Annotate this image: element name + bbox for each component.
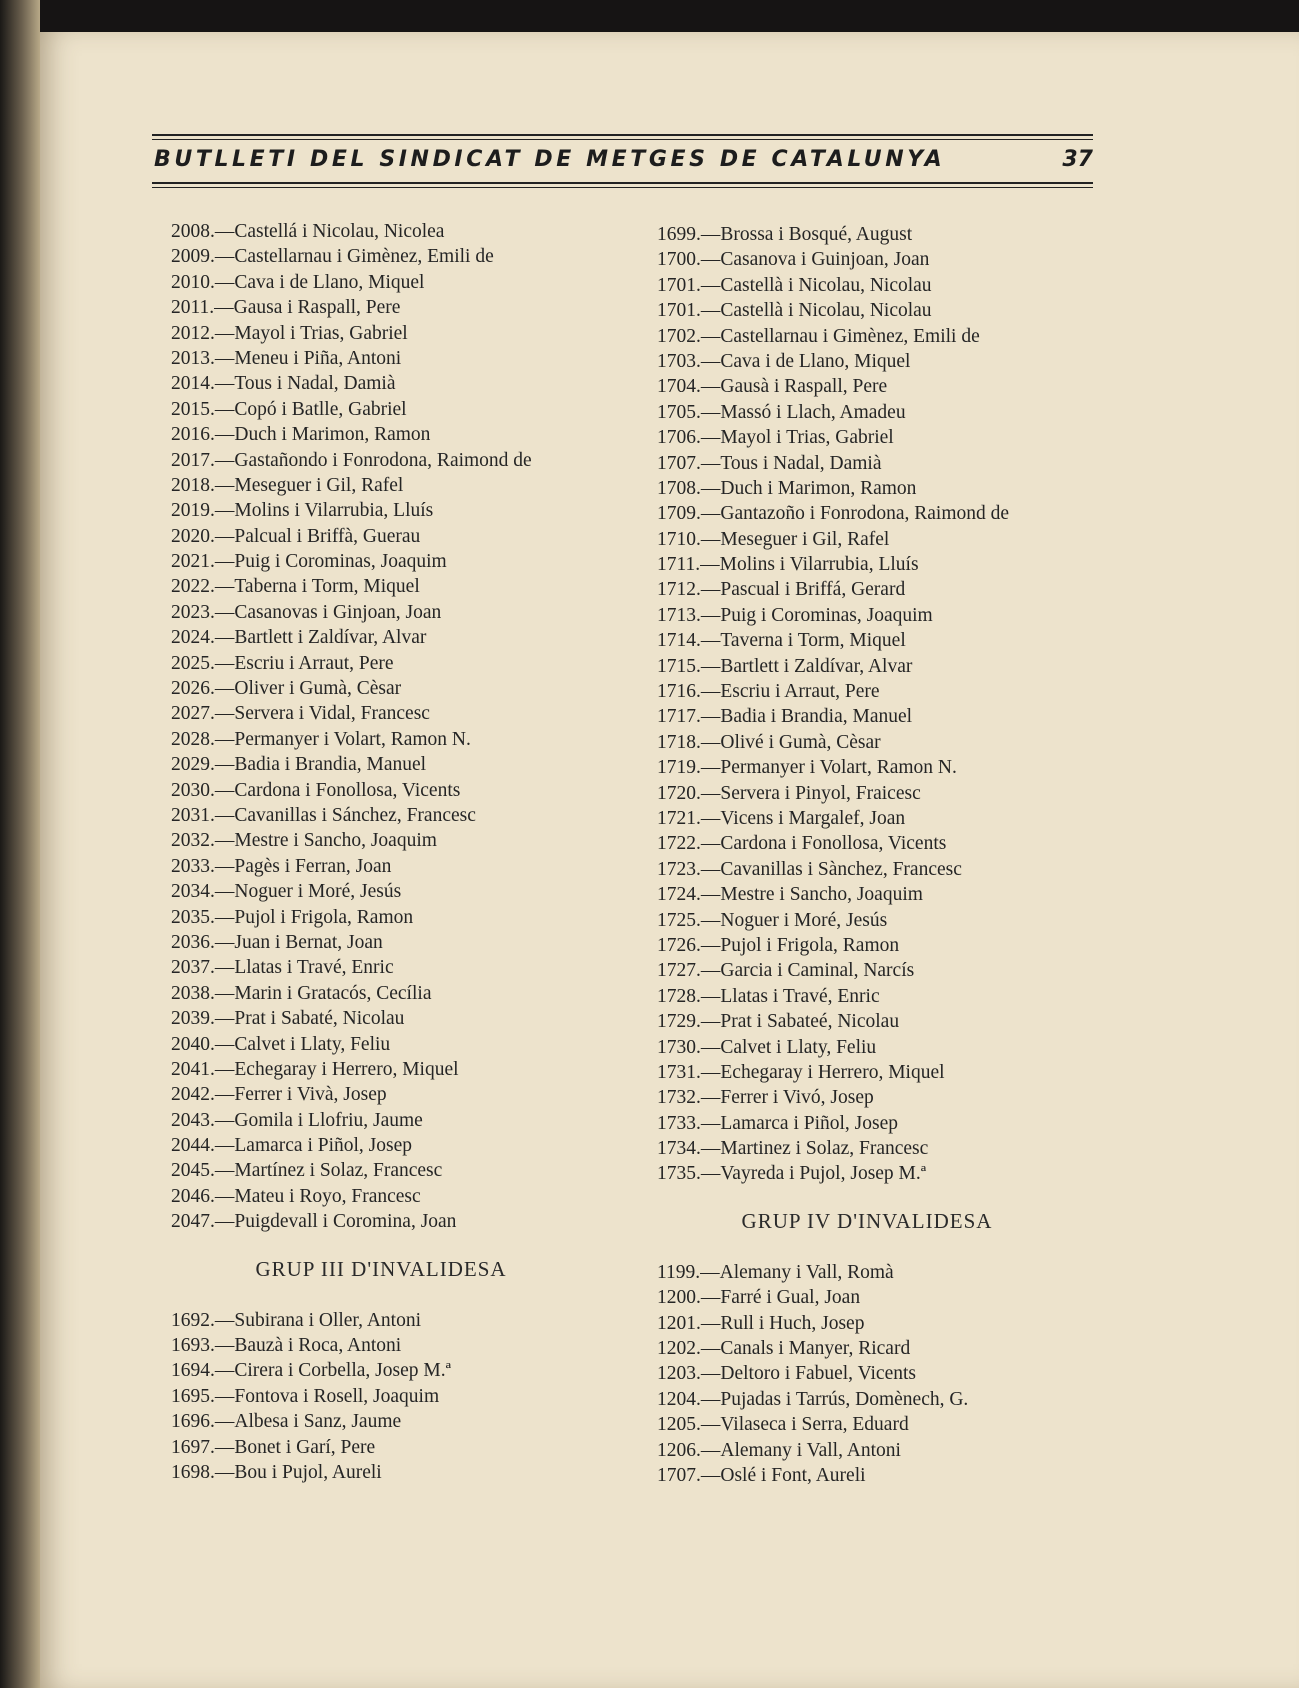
list-item: 1703.—Cava i de Llano, Miquel bbox=[657, 350, 911, 372]
list-item: 1726.—Pujol i Frigola, Ramon bbox=[657, 934, 900, 956]
list-item: 1734.—Martinez i Solaz, Francesc bbox=[657, 1138, 929, 1160]
list-item: 2035.—Pujol i Frigola, Ramon bbox=[171, 906, 414, 928]
list-item: 1206.—Alemany i Vall, Antoni bbox=[657, 1439, 901, 1461]
list-item: 1728.—Llatas i Travé, Enric bbox=[657, 985, 880, 1007]
list-item: 1731.—Echegaray i Herrero, Miquel bbox=[657, 1061, 945, 1083]
list-item: 1719.—Permanyer i Volart, Ramon N. bbox=[657, 757, 957, 779]
list-item: 1723.—Cavanillas i Sànchez, Francesc bbox=[657, 858, 962, 880]
list-item: 1727.—Garcia i Caminal, Narcís bbox=[657, 960, 915, 982]
page-binding-edge bbox=[0, 0, 40, 1688]
list-item: 1718.—Olivé i Gumà, Cèsar bbox=[657, 731, 881, 753]
list-item: 2016.—Duch i Marimon, Ramon bbox=[171, 424, 431, 446]
list-item: 1702.—Castellarnau i Gimènez, Emili de bbox=[657, 325, 980, 347]
list-item: 2030.—Cardona i Fonollosa, Vicents bbox=[171, 779, 461, 801]
list-item: 1735.—Vayreda i Pujol, Josep M.ª bbox=[657, 1163, 927, 1185]
list-item: 1714.—Taverna i Torm, Miquel bbox=[657, 630, 906, 652]
left-column bbox=[171, 219, 631, 1485]
right-column bbox=[657, 222, 1117, 1488]
list-item: 2027.—Servera i Vidal, Francesc bbox=[171, 703, 430, 725]
page-header bbox=[152, 134, 1093, 194]
list-item: 1722.—Cardona i Fonollosa, Vicents bbox=[657, 833, 947, 855]
list-item: 2036.—Juan i Bernat, Joan bbox=[171, 931, 383, 953]
right-entries-top bbox=[657, 222, 1117, 1187]
right-entries-bottom bbox=[657, 1260, 1117, 1489]
list-item: 2017.—Gastañondo i Fonrodona, Raimond de bbox=[171, 449, 532, 471]
list-item: 2046.—Mateu i Royo, Francesc bbox=[171, 1185, 421, 1207]
list-item: 2024.—Bartlett i Zaldívar, Alvar bbox=[171, 627, 427, 649]
list-item: 1701.—Castellà i Nicolau, Nicolau bbox=[657, 274, 932, 296]
list-item: 2044.—Lamarca i Piñol, Josep bbox=[171, 1135, 412, 1157]
list-item: 2011.—Gausa i Raspall, Pere bbox=[171, 297, 401, 319]
list-item: 1712.—Pascual i Briffá, Gerard bbox=[657, 579, 906, 601]
list-item: 1201.—Rull i Huch, Josep bbox=[657, 1312, 865, 1334]
list-item: 1693.—Bauzà i Roca, Antoni bbox=[171, 1335, 402, 1357]
list-item: 1708.—Duch i Marimon, Ramon bbox=[657, 477, 917, 499]
list-item: 1730.—Calvet i Llaty, Feliu bbox=[657, 1036, 877, 1058]
list-item: 2037.—Llatas i Travé, Enric bbox=[171, 957, 394, 979]
list-item: 1729.—Prat i Sabateé, Nicolau bbox=[657, 1011, 900, 1033]
list-item: 1707.—Oslé i Font, Aureli bbox=[657, 1464, 866, 1486]
list-item: 1205.—Vilaseca i Serra, Eduard bbox=[657, 1414, 909, 1436]
list-item: 1204.—Pujadas i Tarrús, Domènech, G. bbox=[657, 1388, 969, 1410]
list-item: 2019.—Molins i Vilarrubia, Lluís bbox=[171, 500, 434, 522]
list-item: 1715.—Bartlett i Zaldívar, Alvar bbox=[657, 655, 913, 677]
list-item: 2013.—Meneu i Piña, Antoni bbox=[171, 347, 402, 369]
section-title-grup-iv: GRUP IV D'INVALIDESA bbox=[741, 1208, 993, 1233]
list-item: 2008.—Castellá i Nicolau, Nicolea bbox=[171, 221, 445, 242]
header-rule-top bbox=[152, 134, 1093, 136]
list-item: 1716.—Escriu i Arraut, Pere bbox=[657, 681, 880, 703]
page-number: 37 bbox=[1062, 147, 1093, 172]
list-item: 2042.—Ferrer i Vivà, Josep bbox=[171, 1084, 387, 1106]
list-item: 2047.—Puigdevall i Coromina, Joan bbox=[171, 1211, 457, 1233]
list-item: 1696.—Albesa i Sanz, Jaume bbox=[171, 1411, 402, 1433]
header-rule-bottom bbox=[152, 182, 1093, 184]
list-item: 1692.—Subirana i Oller, Antoni bbox=[171, 1309, 421, 1331]
list-item: 1697.—Bonet i Garí, Pere bbox=[171, 1436, 376, 1458]
journal-title: BUTLLETI DEL SINDICAT DE METGES DE CATALUNYA bbox=[154, 147, 946, 172]
list-item: 1721.—Vicens i Margalef, Joan bbox=[657, 807, 906, 829]
list-item: 1733.—Lamarca i Piñol, Josep bbox=[657, 1112, 898, 1134]
list-item: 2026.—Oliver i Gumà, Cèsar bbox=[171, 678, 402, 700]
list-item: 2012.—Mayol i Trias, Gabriel bbox=[171, 322, 408, 344]
list-item: 1710.—Meseguer i Gil, Rafel bbox=[657, 528, 890, 550]
list-item: 1699.—Brossa i Bosqué, August bbox=[657, 224, 913, 245]
list-item: 1720.—Servera i Pinyol, Fraicesc bbox=[657, 782, 921, 804]
list-item: 2009.—Castellarnau i Gimènez, Emili de bbox=[171, 246, 494, 268]
list-item: 1203.—Deltoro i Fabuel, Vicents bbox=[657, 1363, 916, 1385]
list-item: 2031.—Cavanillas i Sánchez, Francesc bbox=[171, 804, 476, 826]
list-item: 2014.—Tous i Nadal, Damià bbox=[171, 373, 396, 395]
list-item: 2020.—Palcual i Briffà, Guerau bbox=[171, 525, 421, 547]
list-item: 2040.—Calvet i Llaty, Feliu bbox=[171, 1033, 391, 1055]
list-item: 2023.—Casanovas i Ginjoan, Joan bbox=[171, 601, 442, 623]
list-item: 1711.—Molins i Vilarrubia, Lluís bbox=[657, 554, 919, 576]
list-item: 1713.—Puig i Corominas, Joaquim bbox=[657, 604, 933, 626]
list-item: 2010.—Cava i de Llano, Miquel bbox=[171, 271, 425, 293]
list-item: 1705.—Massó i Llach, Amadeu bbox=[657, 401, 906, 423]
list-item: 1724.—Mestre i Sancho, Joaquim bbox=[657, 884, 923, 906]
left-entries-top bbox=[171, 219, 631, 1235]
list-item: 1717.—Badia i Brandia, Manuel bbox=[657, 706, 913, 728]
list-item: 1706.—Mayol i Trias, Gabriel bbox=[657, 427, 894, 449]
list-item: 2038.—Marin i Gratacós, Cecília bbox=[171, 982, 432, 1004]
list-item: 1698.—Bou i Pujol, Aureli bbox=[171, 1461, 382, 1483]
list-item: 1695.—Fontova i Rosell, Joaquim bbox=[171, 1385, 440, 1407]
list-item: 2028.—Permanyer i Volart, Ramon N. bbox=[171, 728, 471, 750]
header-rule-top-thin bbox=[152, 139, 1093, 140]
list-item: 2033.—Pagès i Ferran, Joan bbox=[171, 855, 392, 877]
list-item: 2039.—Prat i Sabaté, Nicolau bbox=[171, 1008, 405, 1030]
list-item: 1707.—Tous i Nadal, Damià bbox=[657, 452, 882, 474]
list-item: 2015.—Copó i Batlle, Gabriel bbox=[171, 398, 407, 420]
list-item: 2029.—Badia i Brandia, Manuel bbox=[171, 754, 427, 776]
list-item: 2034.—Noguer i Moré, Jesús bbox=[171, 881, 402, 903]
list-item: 1199.—Alemany i Vall, Romà bbox=[657, 1261, 894, 1283]
list-item: 1709.—Gantazoño i Fonrodona, Raimond de bbox=[657, 503, 1010, 525]
list-item: 1700.—Casanova i Guinjoan, Joan bbox=[657, 249, 930, 271]
list-item: 2025.—Escriu i Arraut, Pere bbox=[171, 652, 394, 674]
section-title-grup-iii: GRUP III D'INVALIDESA bbox=[255, 1256, 507, 1281]
list-item: 2022.—Taberna i Torm, Miquel bbox=[171, 576, 420, 598]
list-item: 2043.—Gomila i Llofriu, Jaume bbox=[171, 1109, 423, 1131]
list-item: 1200.—Farré i Gual, Joan bbox=[657, 1287, 861, 1309]
list-item: 1704.—Gausà i Raspall, Pere bbox=[657, 376, 888, 398]
list-item: 1725.—Noguer i Moré, Jesús bbox=[657, 909, 888, 931]
list-item: 2045.—Martínez i Solaz, Francesc bbox=[171, 1160, 443, 1182]
list-item: 2032.—Mestre i Sancho, Joaquim bbox=[171, 830, 437, 852]
list-item: 1202.—Canals i Manyer, Ricard bbox=[657, 1338, 911, 1360]
list-item: 2018.—Meseguer i Gil, Rafel bbox=[171, 474, 404, 496]
list-item: 2021.—Puig i Corominas, Joaquim bbox=[171, 551, 447, 573]
list-item: 2041.—Echegaray i Herrero, Miquel bbox=[171, 1058, 459, 1080]
list-item: 1732.—Ferrer i Vivó, Josep bbox=[657, 1087, 874, 1109]
list-item: 1694.—Cirera i Corbella, Josep M.ª bbox=[171, 1360, 451, 1382]
left-entries-bottom bbox=[171, 1308, 631, 1486]
list-item: 1701.—Castellà i Nicolau, Nicolau bbox=[657, 300, 932, 322]
header-rule-bottom-thin bbox=[152, 187, 1093, 188]
